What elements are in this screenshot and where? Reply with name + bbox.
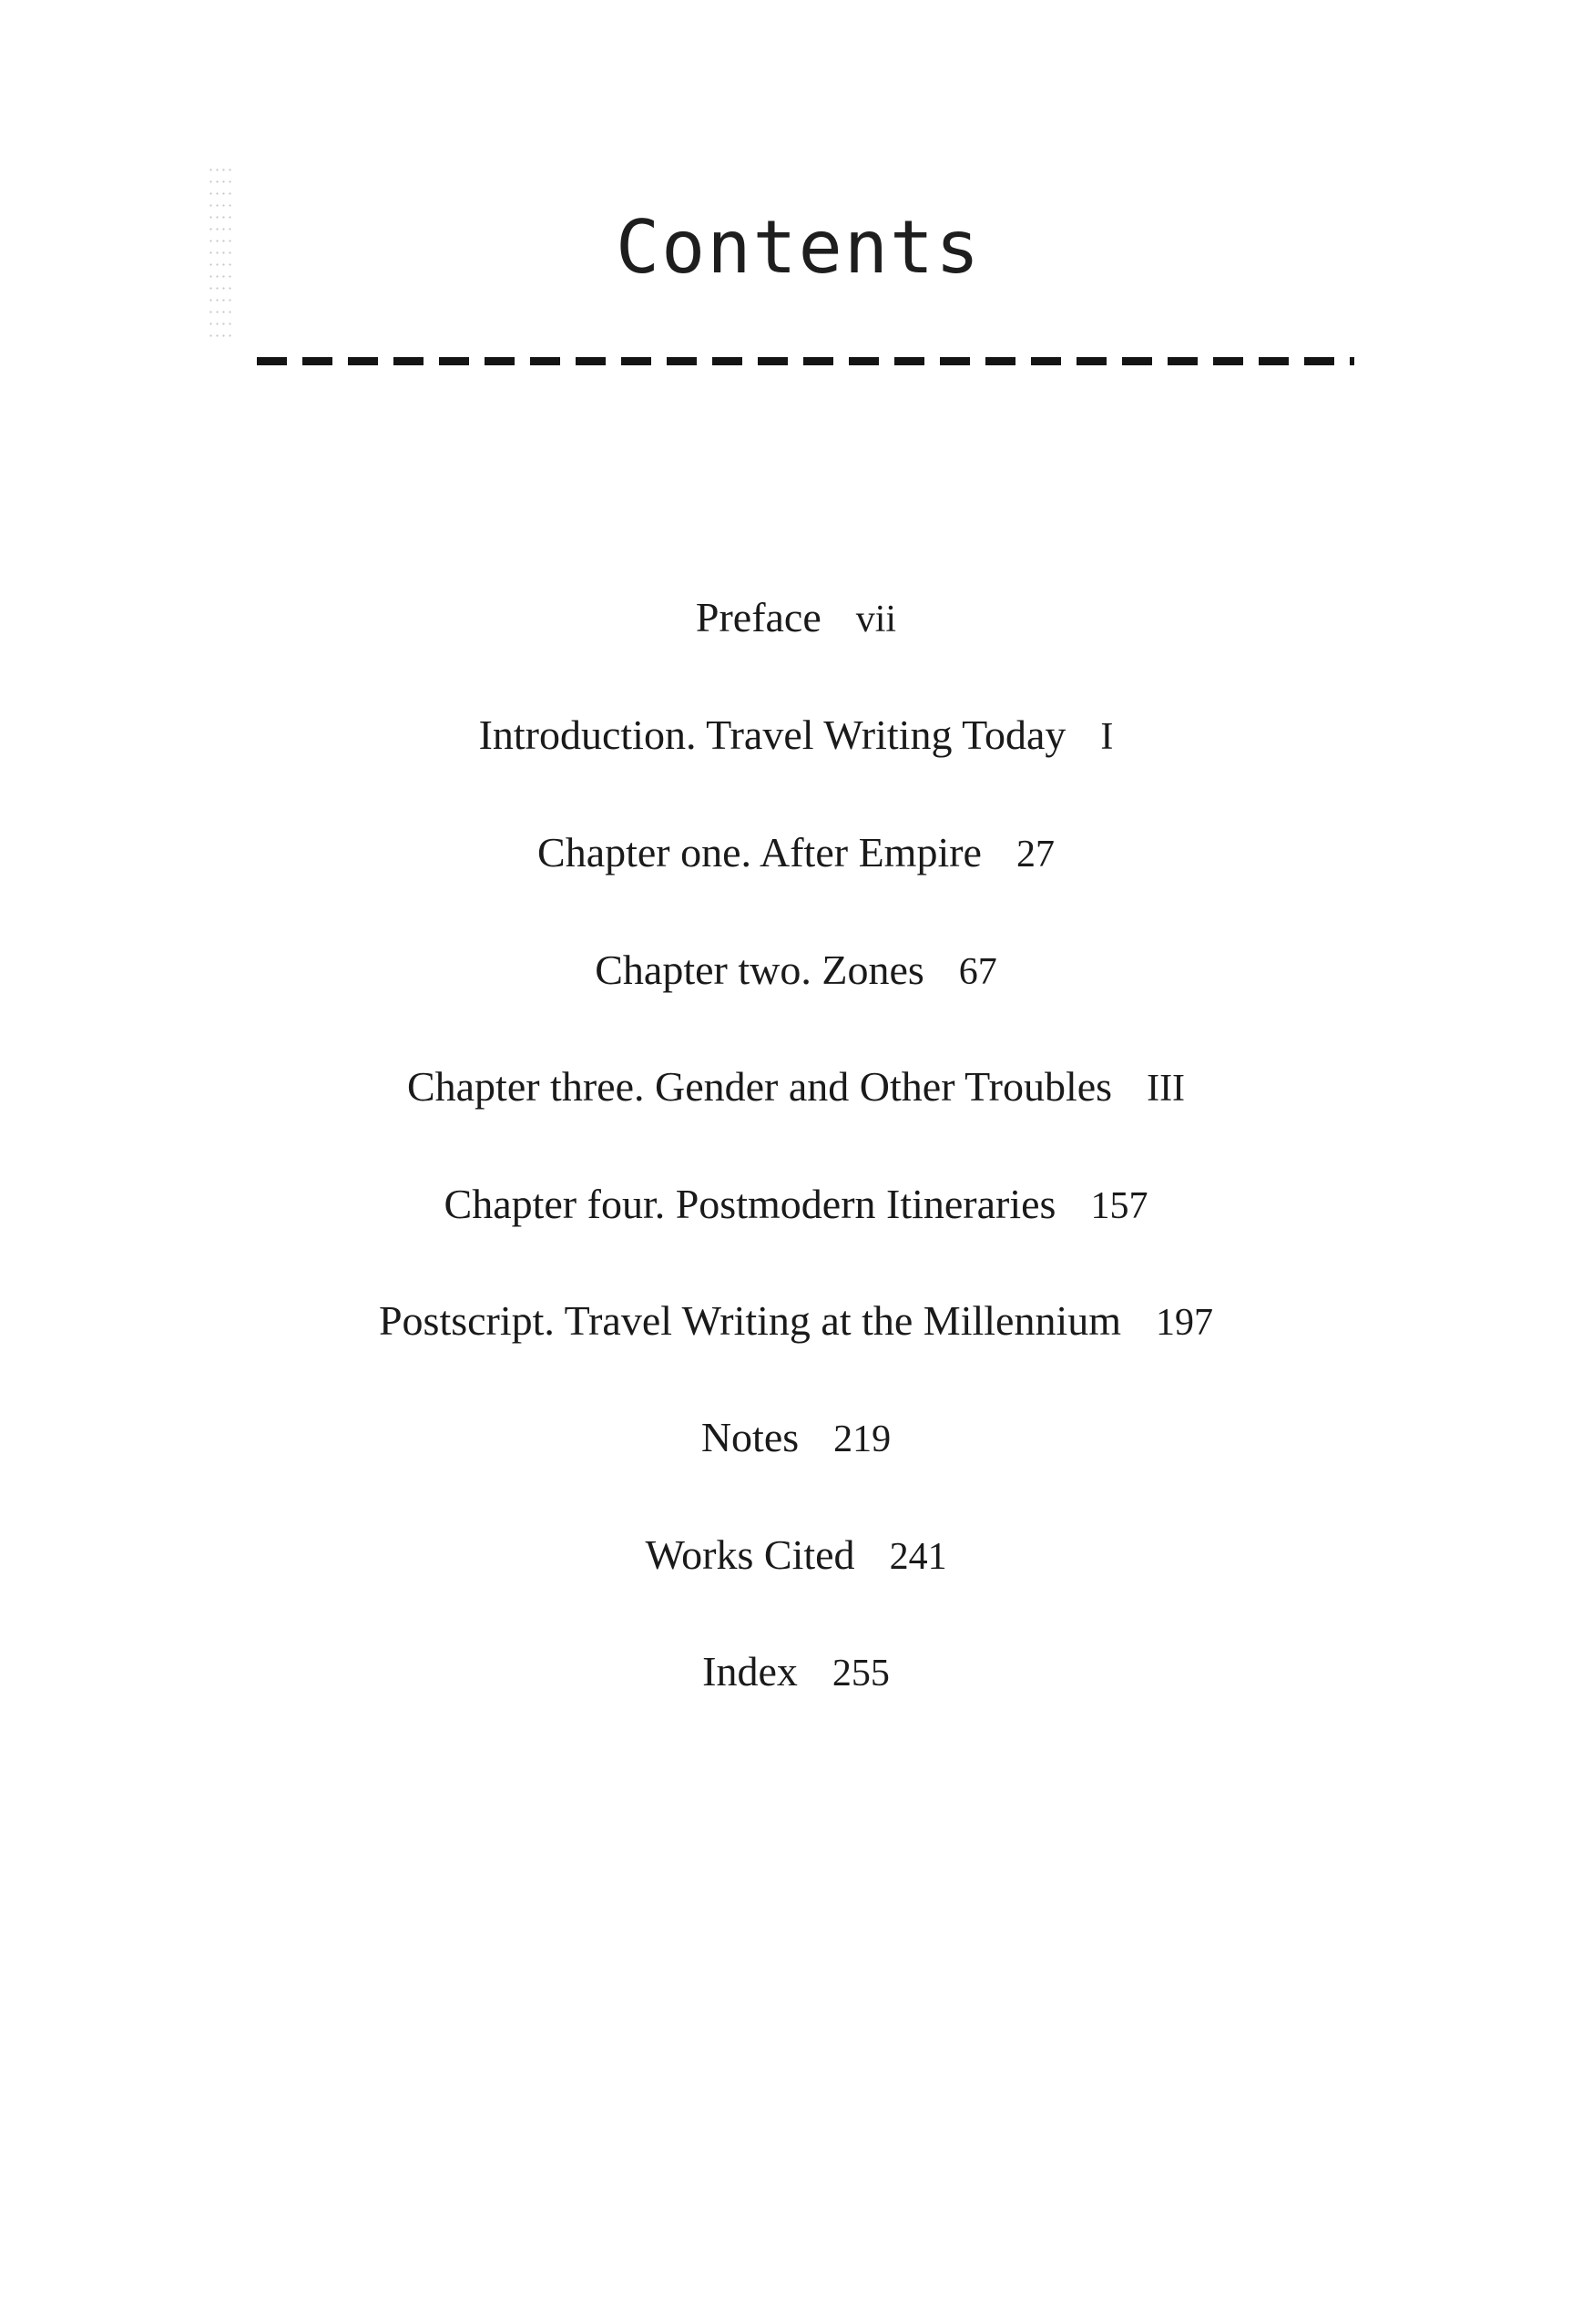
toc-entry-page: 197 [1156, 1302, 1214, 1344]
toc-entry-title: Index [702, 1648, 798, 1694]
toc-entry [0, 1414, 1592, 1460]
toc-entry-title: Preface [695, 594, 822, 640]
page-title: Contents [616, 205, 982, 290]
toc-entry-page: vii [855, 599, 897, 640]
toc-entry-title: Chapter three. Gender and Other Troubles [406, 1063, 1113, 1110]
toc-entry-title: Chapter four. Postmodern Itineraries [444, 1181, 1056, 1227]
toc-entry [0, 714, 1592, 756]
toc-entry-title: Introduction. Travel Writing Today [478, 712, 1066, 758]
toc-entry-title: Chapter one. After Empire [537, 829, 982, 875]
toc-entry-page: 67 [958, 951, 997, 993]
toc-entry-page: I [1100, 716, 1114, 758]
toc-entry [0, 1183, 1592, 1225]
toc-entry [0, 829, 1592, 875]
toc-entry-page: III [1147, 1068, 1186, 1110]
toc-entry-page: 219 [833, 1418, 892, 1460]
toc-entry-title: Postscript. Travel Writing at the Millennium [378, 1297, 1122, 1344]
dashed-rule [257, 357, 1354, 365]
scan-specks [208, 164, 235, 346]
toc-entry [0, 1063, 1592, 1110]
toc-entry-page: 27 [1015, 834, 1055, 875]
toc-entry-title: Chapter two. Zones [595, 947, 924, 993]
toc-entry [0, 1648, 1592, 1694]
toc-entry [0, 594, 1592, 640]
toc-entry-page: 241 [889, 1536, 947, 1578]
toc-entry [0, 1531, 1592, 1578]
toc-entry [0, 1297, 1592, 1344]
toc-entry-page: 255 [832, 1653, 890, 1694]
toc-entry-title: Works Cited [645, 1531, 855, 1578]
toc-entry-title: Notes [700, 1414, 800, 1460]
toc-entry-page: 157 [1090, 1185, 1148, 1227]
toc-entry [0, 949, 1592, 991]
